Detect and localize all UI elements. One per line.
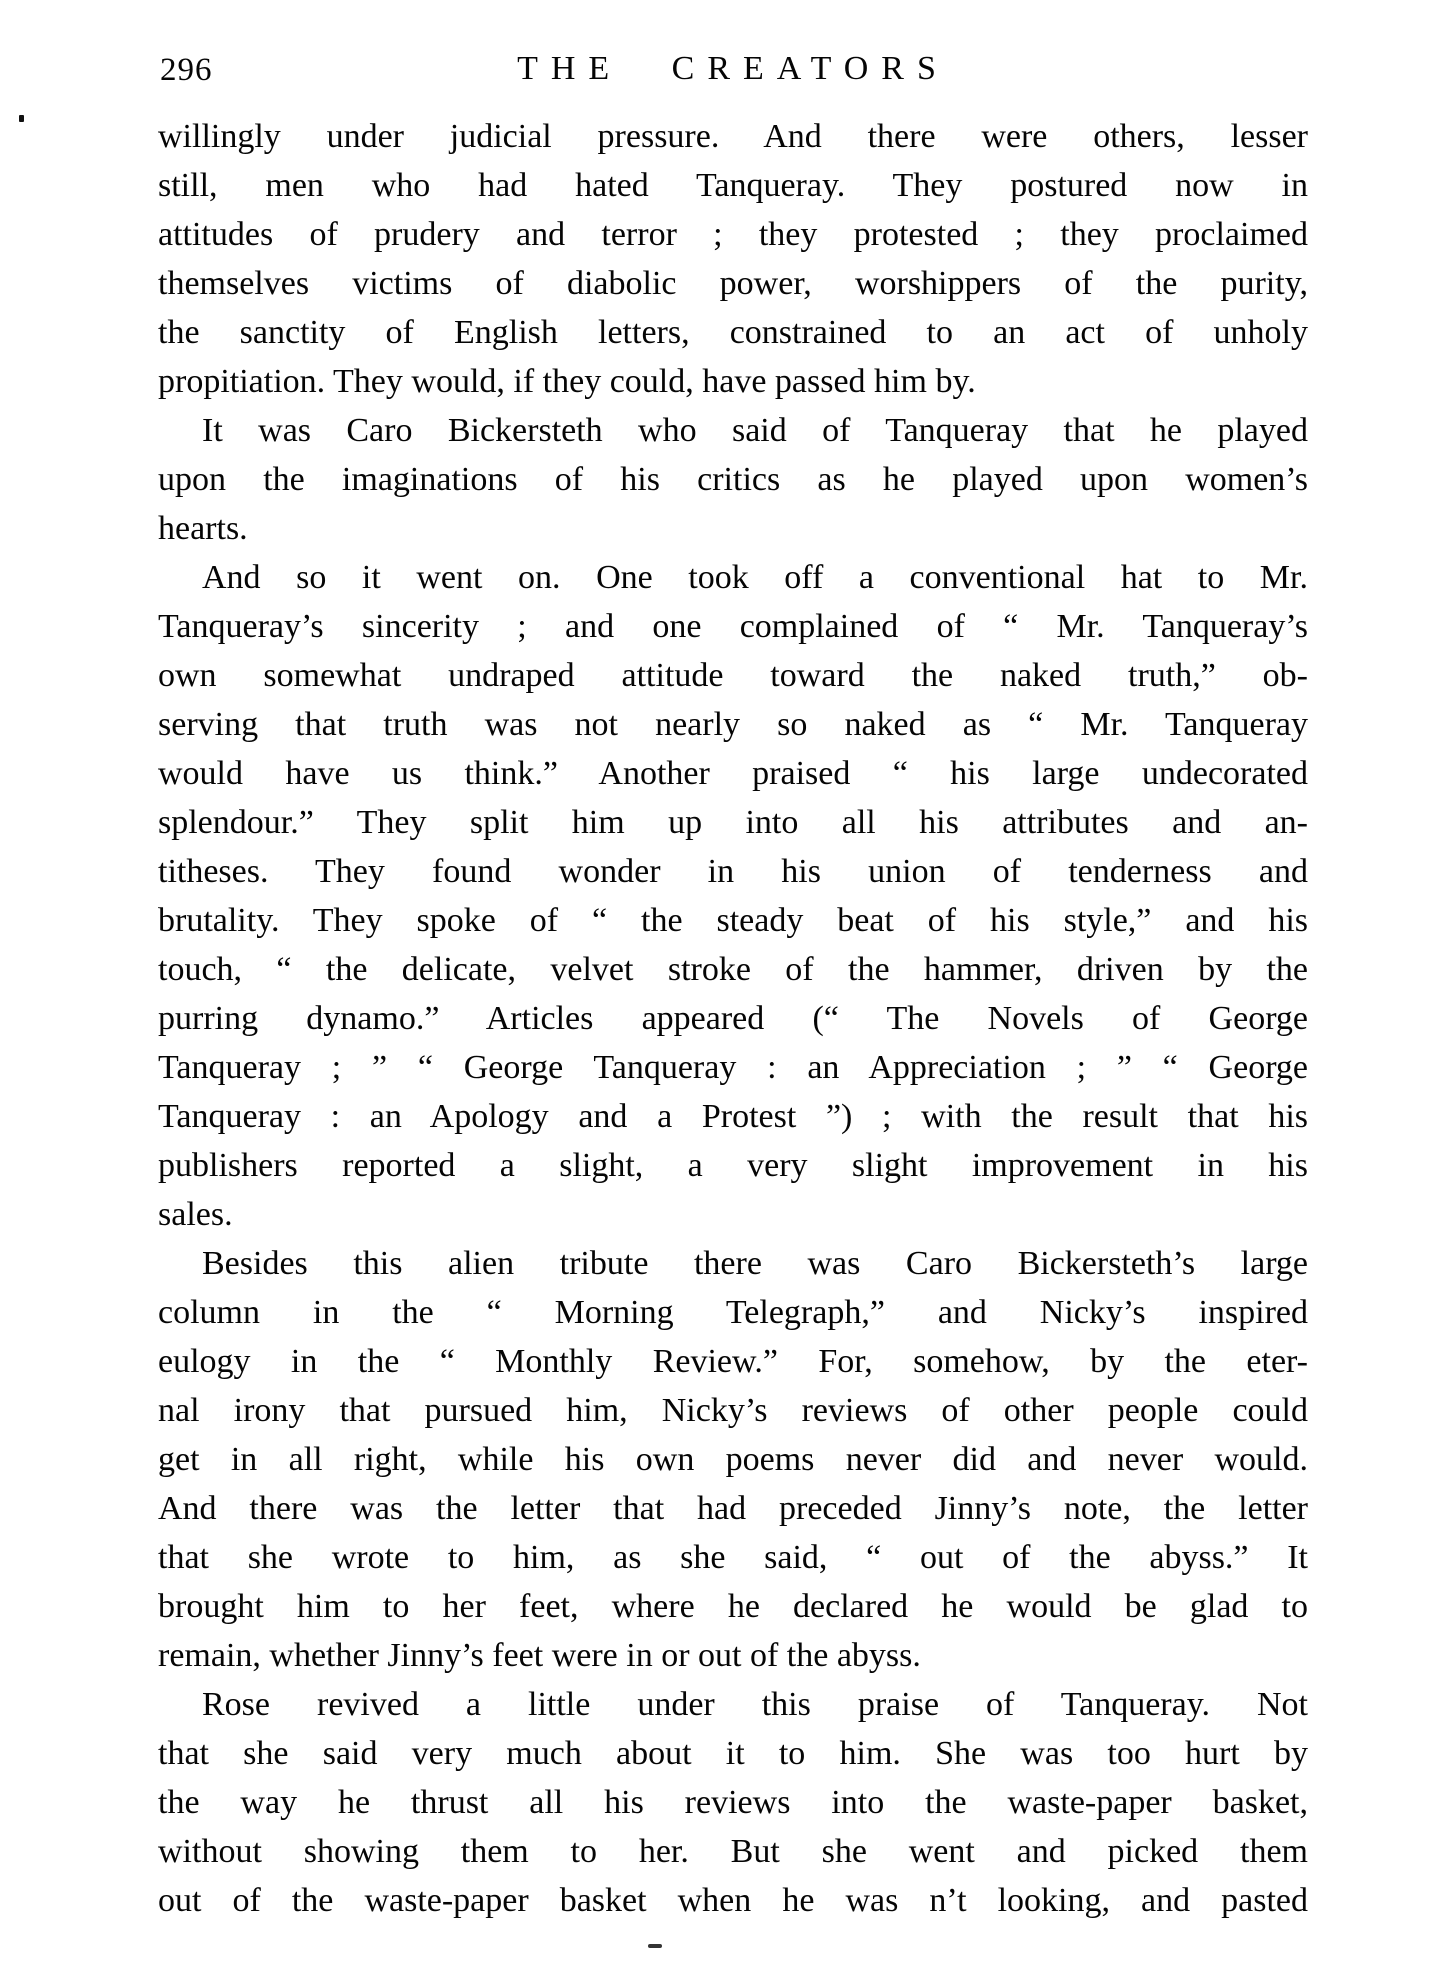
- text-line: Rose revived a little under this praise of Tanqueray. Not: [202, 1686, 1308, 1723]
- text-line: publishers reported a slight, a very slight improvement in his: [158, 1147, 1308, 1184]
- text-line: And so it went on. One took off a conventional hat to Mr.: [202, 559, 1308, 596]
- text-line: touch, “ the delicate, velvet stroke of the hammer, driven by the: [158, 951, 1308, 988]
- paragraph: [158, 1239, 1308, 1680]
- text-line: propitiation. They would, if they could, have passed him by.: [158, 363, 976, 400]
- text-line: It was Caro Bickersteth who said of Tanqueray that he played: [202, 412, 1308, 449]
- text-line: sales.: [158, 1196, 233, 1233]
- text-line: serving that truth was not nearly so naked as “ Mr. Tanqueray: [158, 706, 1308, 743]
- text-line: titheses. They found wonder in his union of tenderness and: [158, 853, 1308, 890]
- text-line: own somewhat undraped attitude toward the naked truth,” ob-: [158, 657, 1308, 694]
- text-line: hearts.: [158, 510, 248, 547]
- text-line: And there was the letter that had preceded Jinny’s note, the letter: [158, 1490, 1308, 1527]
- text-line: that she said very much about it to him. She was too hurt by: [158, 1735, 1308, 1772]
- text-line: purring dynamo.” Articles appeared (“ The Novels of George: [158, 1000, 1308, 1037]
- text-line: still, men who had hated Tanqueray. They postured now in: [158, 167, 1308, 204]
- page-header: [158, 50, 1308, 94]
- text-line: Tanqueray’s sincerity ; and one complained of “ Mr. Tanqueray’s: [158, 608, 1308, 645]
- paragraph: [158, 406, 1308, 553]
- page-body: [158, 112, 1308, 1925]
- text-line: the way he thrust all his reviews into the waste-paper basket,: [158, 1784, 1308, 1821]
- text-line: the sanctity of English letters, constrained to an act of unholy: [158, 314, 1308, 351]
- text-line: brought him to her feet, where he declared he would be glad to: [158, 1588, 1308, 1625]
- scan-speck: [648, 1944, 662, 1948]
- text-line: remain, whether Jinny’s feet were in or out of the abyss.: [158, 1637, 921, 1674]
- text-line: nal irony that pursued him, Nicky’s reviews of other people could: [158, 1392, 1308, 1429]
- running-title: THE CREATORS: [517, 50, 949, 87]
- text-line: get in all right, while his own poems never did and never would.: [158, 1441, 1308, 1478]
- text-line: Tanqueray ; ” “ George Tanqueray : an Appreciation ; ” “ George: [158, 1049, 1308, 1086]
- paragraph: [158, 1680, 1308, 1925]
- paragraph: [158, 112, 1308, 406]
- text-line: out of the waste-paper basket when he was n’t looking, and pasted: [158, 1882, 1308, 1919]
- text-line: column in the “ Morning Telegraph,” and Nicky’s inspired: [158, 1294, 1308, 1331]
- text-line: that she wrote to him, as she said, “ out of the abyss.” It: [158, 1539, 1308, 1576]
- text-line: upon the imaginations of his critics as he played upon women’s: [158, 461, 1308, 498]
- paragraph: [158, 553, 1308, 1239]
- text-line: splendour.” They split him up into all his attributes and an-: [158, 804, 1308, 841]
- text-line: would have us think.” Another praised “ his large undecorated: [158, 755, 1308, 792]
- text-line: attitudes of prudery and terror ; they protested ; they proclaimed: [158, 216, 1308, 253]
- text-line: willingly under judicial pressure. And there were others, lesser: [158, 118, 1308, 155]
- text-line: themselves victims of diabolic power, worshippers of the purity,: [158, 265, 1308, 302]
- scan-speck: [19, 115, 24, 122]
- text-line: brutality. They spoke of “ the steady beat of his style,” and his: [158, 902, 1308, 939]
- text-line: without showing them to her. But she went and picked them: [158, 1833, 1308, 1870]
- page-number: 296: [160, 52, 213, 88]
- text-line: eulogy in the “ Monthly Review.” For, somehow, by the eter-: [158, 1343, 1308, 1380]
- text-line: Tanqueray : an Apology and a Protest ”) ; with the result that his: [158, 1098, 1308, 1135]
- text-line: Besides this alien tribute there was Caro Bickersteth’s large: [202, 1245, 1308, 1282]
